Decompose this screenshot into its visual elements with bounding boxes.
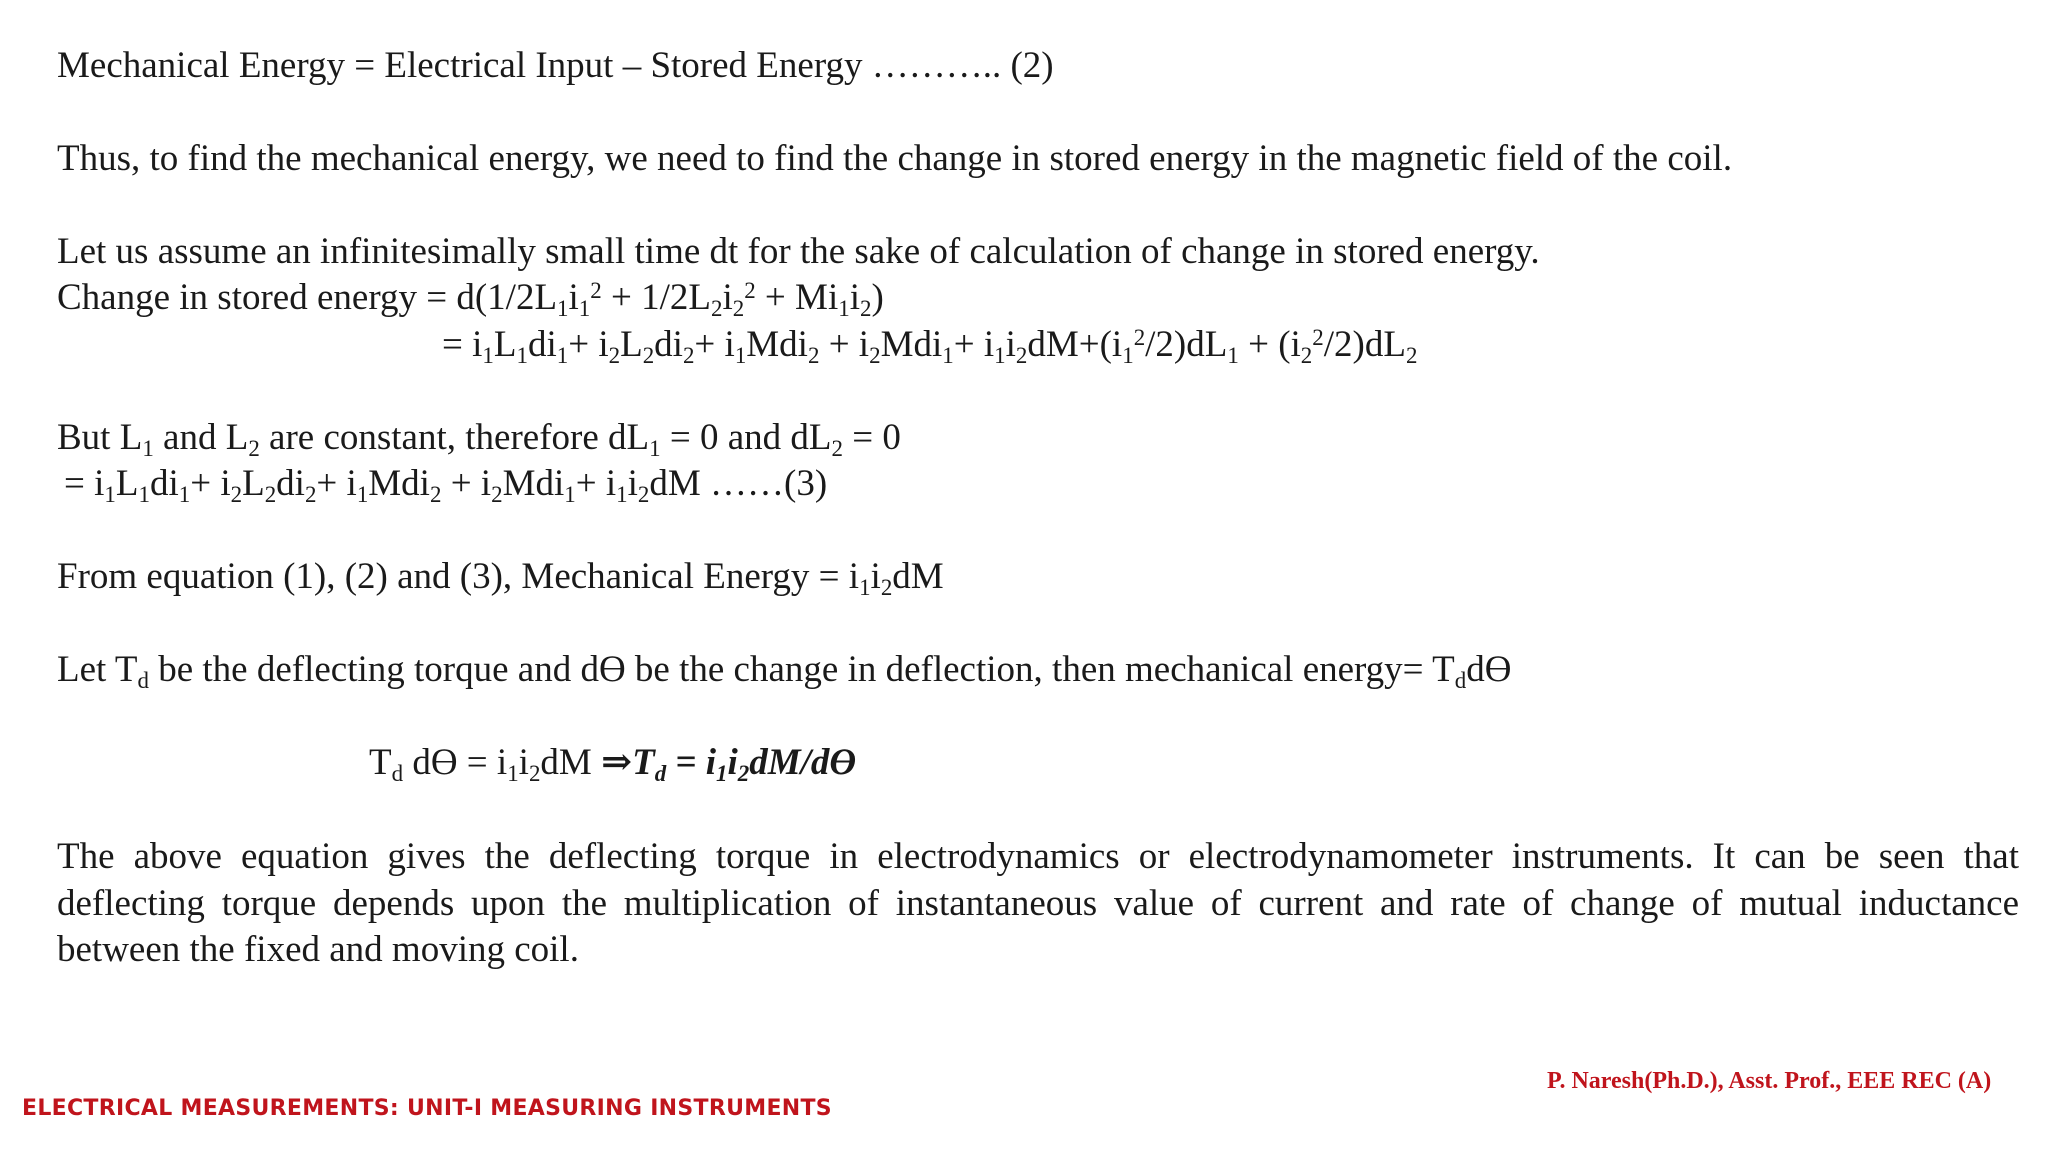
torque-equation: $T_d$ $dϴ = i_1i_2dM$ $\Rightarrow T_d = i_1i_2dM/dϴ$ — [369, 742, 857, 787]
constant-inductance-statement: But $L_1$ and $L_2$ are constant, therefore $dL_1 = 0$ and $dL_2 = 0$ — [57, 417, 901, 462]
conclusion-paragraph: The above equation gives the deflecting torque in electrodynamics or electrodynamometer instruments. It can be seen that deflecting torque depends upon the multiplication of instantaneous value of current and rate of change of mutual inductance between the fixed and moving coil. — [57, 836, 2019, 970]
footer-author: P. Naresh(Ph.D.), Asst. Prof., EEE REC (A) — [1547, 1068, 1992, 1094]
assumption-statement: Let us assume an infinitesimally small time dt for the sake of calculation of change in stored energy. — [57, 231, 1540, 272]
footer-course-title: ELECTRICAL MEASUREMENTS: UNIT-I MEASURING INSTRUMENTS — [22, 1096, 832, 1121]
thus-statement: Thus, to find the mechanical energy, we need to find the change in stored energy in the magnetic field of the coil. — [57, 138, 1733, 179]
stored-energy-expansion: = $i_1L_1di_1+ i_2L_2di_2+ i_1Mdi_2 + i_2Mdi_1+ i_1i_2dM+(i_1^2/2)dL_1 + (i_2^2/2)dL_2$ — [442, 324, 1418, 369]
torque-definition: Let $T_d$ be the deflecting torque and dϴ be the change in deflection, then mechanical energy= $T_ddϴ$ — [57, 649, 1512, 694]
equation-3: = $i_1L_1di_1+ i_2L_2di_2+ i_1Mdi_2 + i_2Mdi_1+ i_1i_2dM$ ……(3) — [64, 463, 828, 508]
mechanical-energy-result: From equation (1), (2) and (3), Mechanical Energy = $i_1i_2dM$ — [57, 556, 944, 601]
equation-2: Mechanical Energy = Electrical Input – Stored Energy ……….. (2) — [57, 45, 1054, 86]
stored-energy-equation: Change in stored energy = $d(1/2L_1i_1^2 + 1/2L_2i_2^2 + Mi_1i_2)$ — [57, 277, 884, 322]
